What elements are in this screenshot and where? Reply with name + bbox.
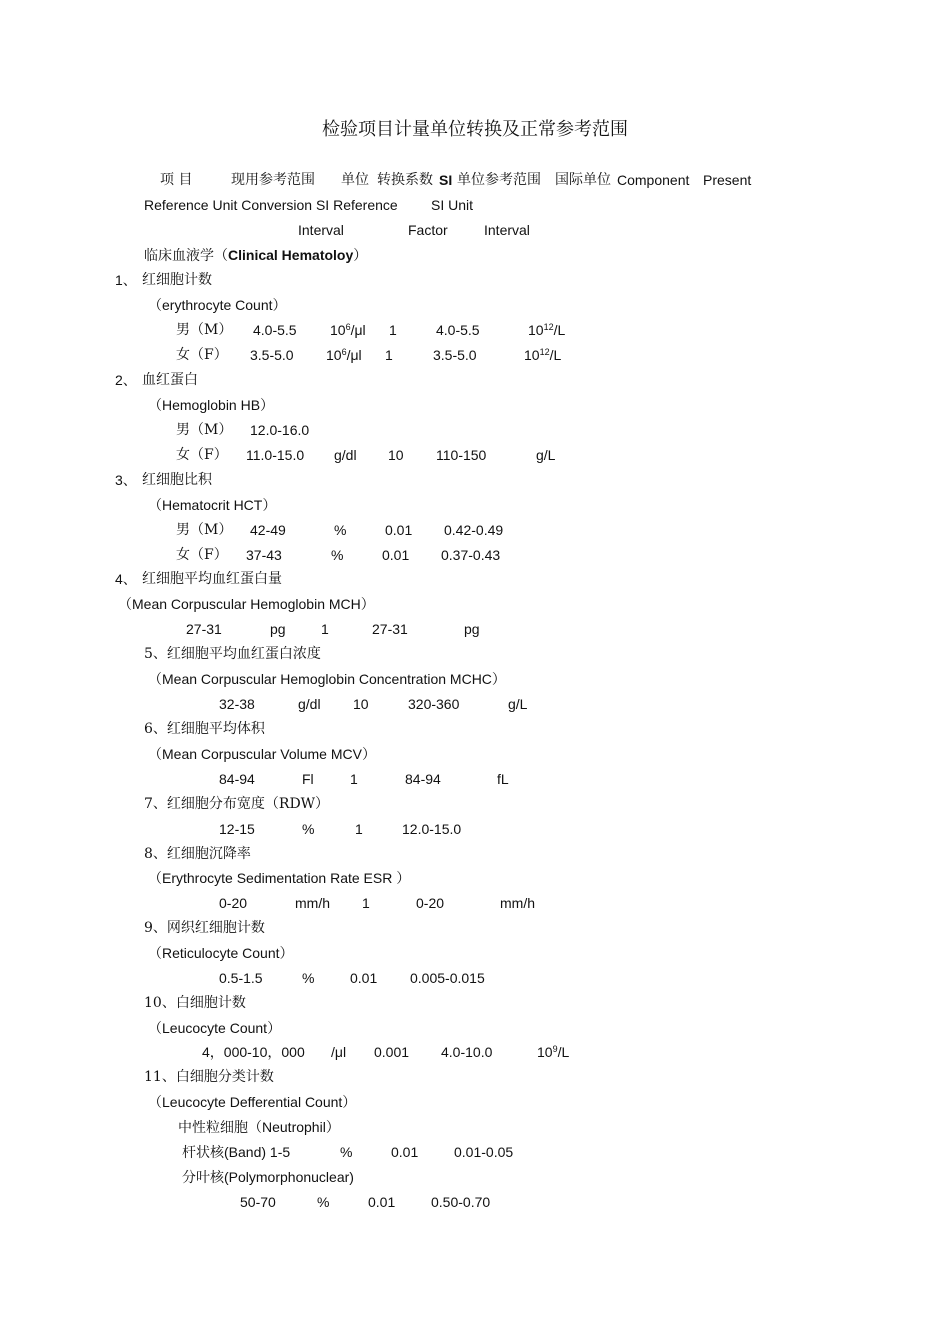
header-en-component: Component bbox=[617, 172, 690, 188]
wbc-present: 4，000-10，000 bbox=[202, 1044, 305, 1060]
item-mchc-en: （Mean Corpuscular Hemoglobin Concentration MCHC） bbox=[148, 671, 506, 687]
rbc-male-si-unit bbox=[528, 321, 565, 339]
item-mch-title: 红细胞平均血红蛋白量 bbox=[142, 571, 282, 587]
dc-poly-present: 50-70 bbox=[240, 1194, 276, 1210]
ret-present: 0.5-1.5 bbox=[219, 970, 263, 986]
hct-male-sex: 男（M） bbox=[176, 522, 233, 538]
wbc-si-unit bbox=[537, 1043, 569, 1061]
item-hb-number: 2、 bbox=[115, 372, 137, 388]
item-hb-title: 血红蛋白 bbox=[142, 372, 198, 388]
ret-si-ref: 0.005-0.015 bbox=[410, 970, 485, 986]
rdw-present: 12-15 bbox=[219, 821, 255, 837]
item-hct-en: （Hematocrit HCT） bbox=[148, 497, 277, 513]
ret-factor: 0.01 bbox=[350, 970, 378, 986]
unit-exp: 6 bbox=[345, 322, 351, 332]
si-base: 10 bbox=[528, 322, 544, 338]
si-tail: /L bbox=[553, 322, 566, 338]
header-en-si-unit: SI Unit bbox=[431, 197, 474, 213]
hct-female-unit: % bbox=[331, 547, 344, 563]
item-esr-en: （Erythrocyte Sedimentation Rate ESR ） bbox=[148, 870, 411, 886]
si-base: 10 bbox=[537, 1044, 553, 1060]
rbc-male-present: 4.0-5.5 bbox=[253, 322, 297, 338]
header-cn-factor: 转换系数 bbox=[377, 172, 433, 188]
si-tail: /L bbox=[557, 1044, 570, 1060]
item-wbc-title: 10、白细胞计数 bbox=[144, 995, 246, 1011]
hb-female-si-unit: g/L bbox=[536, 447, 556, 463]
item-rbc-number: 1、 bbox=[115, 272, 137, 288]
dc-band-factor: 0.01 bbox=[391, 1144, 419, 1160]
item-mchc-title: 5、红细胞平均血红蛋白浓度 bbox=[144, 646, 321, 662]
mchc-si-unit: g/L bbox=[508, 696, 528, 712]
mcv-unit: Fl bbox=[302, 771, 314, 787]
hb-female-present: 11.0-15.0 bbox=[246, 447, 305, 463]
mch-factor: 1 bbox=[321, 621, 329, 637]
si-exp: 9 bbox=[552, 1044, 558, 1054]
hb-female-factor: 10 bbox=[388, 447, 404, 463]
hct-male-unit: % bbox=[334, 522, 347, 538]
esr-si-ref: 0-20 bbox=[416, 895, 445, 911]
item-rbc-en: （erythrocyte Count） bbox=[148, 297, 287, 313]
rdw-unit: % bbox=[302, 821, 315, 837]
hct-female-factor: 0.01 bbox=[382, 547, 410, 563]
rbc-female-si-ref: 3.5-5.0 bbox=[433, 347, 477, 363]
mchc-factor: 10 bbox=[353, 696, 369, 712]
hb-female-sex: 女（F） bbox=[176, 447, 228, 463]
item-mcv-title: 6、红细胞平均体积 bbox=[144, 721, 265, 737]
rbc-female-sex: 女（F） bbox=[176, 347, 228, 363]
section-close: ） bbox=[353, 248, 368, 264]
dc-band-label: 杆状核(Band) 1-5 bbox=[182, 1144, 291, 1160]
mcv-si-unit: fL bbox=[497, 771, 509, 787]
header-en-present: Present bbox=[703, 172, 752, 188]
unit-base: 10 bbox=[326, 347, 342, 363]
ret-unit: % bbox=[302, 970, 315, 986]
mcv-factor: 1 bbox=[350, 771, 358, 787]
dc-band-unit: % bbox=[340, 1144, 353, 1160]
hb-male-sex: 男（M） bbox=[176, 422, 233, 438]
mchc-unit: g/dl bbox=[298, 696, 321, 712]
mch-si-ref: 27-31 bbox=[372, 621, 408, 637]
mcv-present: 84-94 bbox=[219, 771, 255, 787]
unit-base: 10 bbox=[330, 322, 346, 338]
unit-tail: /μl bbox=[346, 347, 362, 363]
section-cn: 临床血液学（ bbox=[144, 248, 228, 264]
rbc-male-factor: 1 bbox=[389, 322, 397, 338]
esr-present: 0-20 bbox=[219, 895, 248, 911]
header-en-line2: Reference Unit Conversion SI Reference bbox=[144, 197, 398, 213]
item-hb-en: （Hemoglobin HB） bbox=[148, 397, 275, 413]
si-tail: /L bbox=[549, 347, 562, 363]
item-mch-number: 4、 bbox=[115, 571, 137, 587]
header-en-factor: Factor bbox=[408, 222, 448, 238]
hct-male-factor: 0.01 bbox=[385, 522, 413, 538]
dc-neutrophil: 中性粒细胞（Neutrophil） bbox=[178, 1119, 340, 1135]
item-dc-title: 11、白细胞分类计数 bbox=[144, 1069, 274, 1085]
header-en-interval-si: Interval bbox=[484, 222, 530, 238]
header-cn-item: 项 目 bbox=[160, 172, 193, 188]
item-ret-title: 9、网织红细胞计数 bbox=[144, 920, 265, 936]
unit-tail: /μl bbox=[350, 322, 366, 338]
mch-present: 27-31 bbox=[186, 621, 222, 637]
esr-factor: 1 bbox=[362, 895, 370, 911]
si-exp: 12 bbox=[543, 322, 554, 332]
header-en-interval: Interval bbox=[298, 222, 344, 238]
mch-si-unit: pg bbox=[464, 621, 480, 637]
wbc-factor: 0.001 bbox=[374, 1044, 410, 1060]
mch-unit: pg bbox=[270, 621, 286, 637]
wbc-si-ref: 4.0-10.0 bbox=[441, 1044, 493, 1060]
header-cn-unit: 单位 bbox=[341, 172, 369, 188]
dc-poly-factor: 0.01 bbox=[368, 1194, 396, 1210]
unit-exp: 6 bbox=[341, 347, 347, 357]
rbc-female-unit bbox=[326, 346, 362, 364]
item-hct-number: 3、 bbox=[115, 472, 137, 488]
si-base: 10 bbox=[524, 347, 540, 363]
header-cn-si-ref: 单位参考范围 bbox=[457, 172, 541, 188]
mchc-si-ref: 320-360 bbox=[408, 696, 460, 712]
esr-si-unit: mm/h bbox=[500, 895, 535, 911]
wbc-unit: /μl bbox=[331, 1044, 347, 1060]
esr-unit: mm/h bbox=[295, 895, 330, 911]
hct-male-present: 42-49 bbox=[250, 522, 286, 538]
rbc-male-unit bbox=[330, 321, 366, 339]
mcv-si-ref: 84-94 bbox=[405, 771, 441, 787]
mchc-present: 32-38 bbox=[219, 696, 255, 712]
item-mch-en: （Mean Corpuscular Hemoglobin MCH） bbox=[118, 596, 375, 612]
hb-male-present: 12.0-16.0 bbox=[250, 422, 310, 438]
hct-female-sex: 女（F） bbox=[176, 547, 228, 563]
dc-poly-label: 分叶核(Polymorphonuclear) bbox=[182, 1169, 354, 1185]
rbc-female-si-unit bbox=[524, 346, 561, 364]
dc-poly-si-ref: 0.50-0.70 bbox=[431, 1194, 491, 1210]
section-heading bbox=[144, 246, 367, 265]
page-title: 检验项目计量单位转换及正常参考范围 bbox=[322, 119, 628, 140]
hb-female-si-ref: 110-150 bbox=[436, 447, 487, 463]
rbc-female-present: 3.5-5.0 bbox=[250, 347, 294, 363]
header-cn-si-unit: 国际单位 bbox=[555, 172, 611, 188]
item-rbc-title: 红细胞计数 bbox=[142, 272, 212, 288]
item-dc-en: （Leucocyte Defferential Count） bbox=[148, 1094, 357, 1110]
rbc-male-sex: 男（M） bbox=[176, 322, 233, 338]
section-en: Clinical Hematoloy bbox=[228, 247, 354, 263]
rdw-factor: 1 bbox=[355, 821, 363, 837]
hct-female-si-ref: 0.37-0.43 bbox=[441, 547, 501, 563]
dc-band-si-ref: 0.01-0.05 bbox=[454, 1144, 514, 1160]
rbc-male-si-ref: 4.0-5.5 bbox=[436, 322, 480, 338]
si-exp: 12 bbox=[539, 347, 550, 357]
hb-female-unit: g/dl bbox=[334, 447, 357, 463]
header-si: SI bbox=[439, 172, 453, 188]
rbc-female-factor: 1 bbox=[385, 347, 393, 363]
rdw-si-ref: 12.0-15.0 bbox=[402, 821, 462, 837]
item-wbc-en: （Leucocyte Count） bbox=[148, 1020, 282, 1036]
dc-poly-unit: % bbox=[317, 1194, 330, 1210]
header-cn-present: 现用参考范围 bbox=[231, 172, 315, 188]
item-mcv-en: （Mean Corpuscular Volume MCV） bbox=[148, 746, 376, 762]
item-esr-title: 8、红细胞沉降率 bbox=[144, 846, 251, 862]
item-rdw-title: 7、红细胞分布宽度（RDW） bbox=[144, 796, 330, 812]
item-ret-en: （Reticulocyte Count） bbox=[148, 945, 294, 961]
hct-female-present: 37-43 bbox=[246, 547, 282, 563]
item-hct-title: 红细胞比积 bbox=[142, 472, 212, 488]
hct-male-si-ref: 0.42-0.49 bbox=[444, 522, 504, 538]
